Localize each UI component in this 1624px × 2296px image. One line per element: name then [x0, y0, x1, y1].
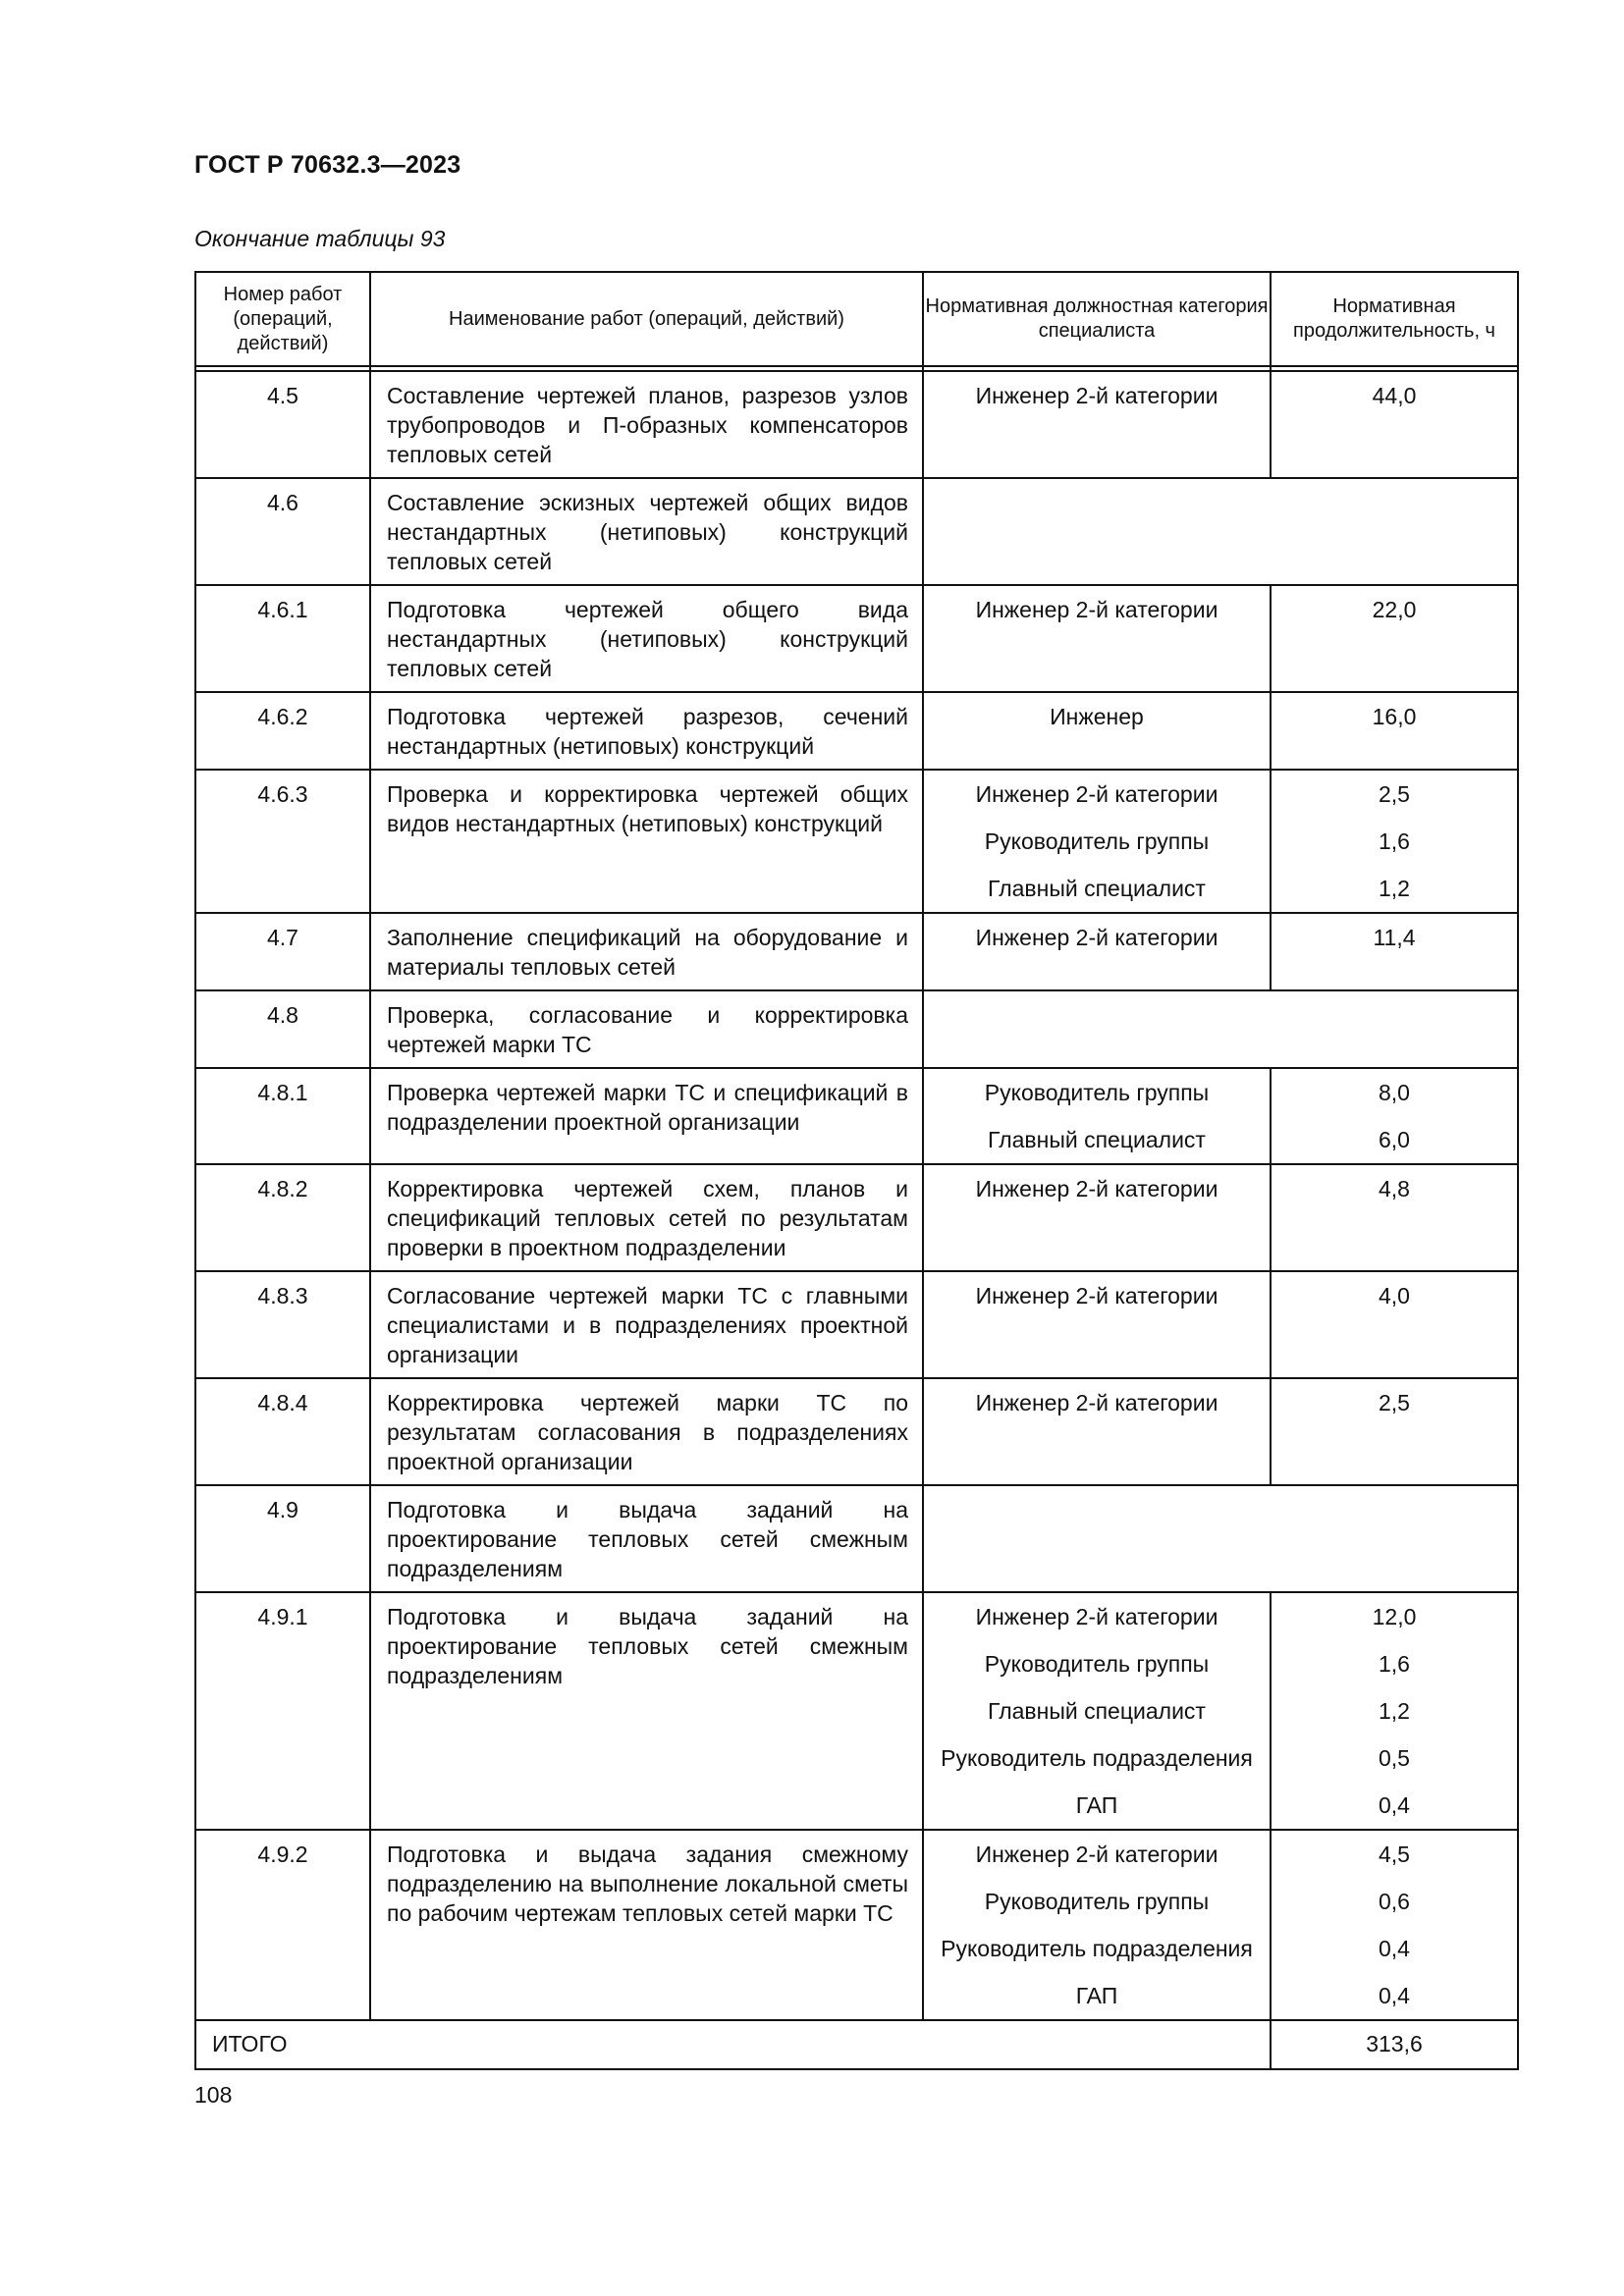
duration-value: 11,4 — [1373, 925, 1416, 950]
table-row — [195, 990, 1518, 1068]
specialist-category: Инженер 2-й категории — [975, 1842, 1218, 1867]
total-label: ИТОГО — [195, 2020, 1271, 2069]
table-row — [195, 913, 1518, 990]
duration-value: 16,0 — [1372, 704, 1417, 729]
duration-value: 0,5 — [1379, 1745, 1410, 1771]
work-number: 4.6 — [195, 478, 370, 585]
duration-cell — [1271, 1378, 1518, 1485]
work-number: 4.9 — [195, 1485, 370, 1592]
empty-category-cell — [923, 478, 1518, 585]
specialist-category: Главный специалист — [988, 876, 1206, 901]
work-name: Подготовка чертежей разрезов, сечений нестандартных (нетиповых) конструкций — [370, 692, 923, 770]
work-number: 4.5 — [195, 371, 370, 478]
category-cell — [923, 371, 1271, 478]
duration-value: 0,4 — [1379, 1792, 1410, 1818]
duration-cell — [1271, 692, 1518, 770]
category-cell — [923, 770, 1271, 913]
category-cell — [923, 1271, 1271, 1378]
duration-value: 0,4 — [1379, 1936, 1410, 1961]
work-name: Проверка и корректировка чертежей общих видов нестандартных (нетиповых) конструкций — [370, 770, 923, 913]
duration-cell — [1271, 913, 1518, 990]
category-cell — [923, 692, 1271, 770]
duration-value: 4,0 — [1379, 1283, 1410, 1308]
work-name: Проверка чертежей марки ТС и спецификаций в подразделении проектной организации — [370, 1068, 923, 1164]
duration-value: 1,2 — [1379, 1698, 1410, 1724]
specialist-category: Инженер 2-й категории — [975, 1390, 1218, 1415]
work-name: Согласование чертежей марки ТС с главными специалистами и в подразделениях проектной организации — [370, 1271, 923, 1378]
category-cell — [923, 1592, 1271, 1830]
specialist-category: Руководитель группы — [984, 1080, 1210, 1105]
duration-value: 1,6 — [1379, 1651, 1410, 1677]
duration-value: 0,6 — [1379, 1889, 1410, 1914]
duration-value: 2,5 — [1379, 1390, 1410, 1415]
specialist-category: Инженер 2-й категории — [975, 383, 1218, 408]
work-number: 4.9.2 — [195, 1830, 370, 2020]
category-cell — [923, 585, 1271, 692]
table-row — [195, 1592, 1518, 1830]
total-row — [195, 2020, 1518, 2069]
duration-value: 12,0 — [1372, 1604, 1417, 1629]
specialist-category: Руководитель подразделения — [941, 1745, 1253, 1771]
table-row — [195, 1068, 1518, 1164]
work-number: 4.8 — [195, 990, 370, 1068]
table-row — [195, 1378, 1518, 1485]
specialist-category: Инженер 2-й категории — [975, 781, 1218, 807]
duration-cell — [1271, 371, 1518, 478]
category-cell — [923, 1068, 1271, 1164]
work-name: Корректировка чертежей схем, планов и спецификаций тепловых сетей по результатам проверки в проектном подразделении — [370, 1164, 923, 1271]
specialist-category: Руководитель группы — [984, 1889, 1210, 1914]
work-number: 4.8.2 — [195, 1164, 370, 1271]
table-row — [195, 585, 1518, 692]
duration-value: 0,4 — [1379, 1983, 1410, 2008]
table-row — [195, 1830, 1518, 2020]
duration-cell — [1271, 585, 1518, 692]
duration-cell — [1271, 770, 1518, 913]
table-row — [195, 1485, 1518, 1592]
specialist-category: Руководитель группы — [984, 828, 1210, 854]
duration-cell — [1271, 1271, 1518, 1378]
duration-cell — [1271, 1830, 1518, 2020]
work-number: 4.8.1 — [195, 1068, 370, 1164]
specialist-category: Инженер 2-й категории — [975, 1283, 1218, 1308]
specialist-category: Инженер 2-й категории — [975, 1604, 1218, 1629]
specialist-category: Главный специалист — [988, 1127, 1206, 1152]
work-number: 4.6.3 — [195, 770, 370, 913]
work-number: 4.8.3 — [195, 1271, 370, 1378]
specialist-category: Инженер 2-й категории — [975, 597, 1218, 622]
column-header-category: Нормативная должностная категория специалиста — [923, 272, 1271, 366]
work-name: Корректировка чертежей марки ТС по результатам согласования в подразделениях проектной организации — [370, 1378, 923, 1485]
duration-cell — [1271, 1164, 1518, 1271]
duration-value: 1,2 — [1379, 876, 1410, 901]
total-value: 313,6 — [1271, 2020, 1518, 2069]
work-number: 4.6.1 — [195, 585, 370, 692]
category-cell — [923, 913, 1271, 990]
work-name: Подготовка чертежей общего вида нестандартных (нетиповых) конструкций тепловых сетей — [370, 585, 923, 692]
category-cell — [923, 1164, 1271, 1271]
specialist-category: Руководитель группы — [984, 1651, 1210, 1677]
table-row — [195, 692, 1518, 770]
specialist-category: Руководитель подразделения — [941, 1936, 1253, 1961]
work-name: Проверка, согласование и корректировка чертежей марки ТС — [370, 990, 923, 1068]
work-name: Подготовка и выдача заданий на проектирование тепловых сетей смежным подразделениям — [370, 1592, 923, 1830]
category-cell — [923, 1830, 1271, 2020]
table-body — [195, 371, 1518, 2020]
work-number: 4.8.4 — [195, 1378, 370, 1485]
work-name: Подготовка и выдача задания смежному подразделению на выполнение локальной сметы по рабочим чертежам тепловых сетей марки ТС — [370, 1830, 923, 2020]
work-name: Заполнение спецификаций на оборудование и материалы тепловых сетей — [370, 913, 923, 990]
category-cell — [923, 1378, 1271, 1485]
table-row — [195, 770, 1518, 913]
column-header-number: Номер работ (операций, действий) — [195, 272, 370, 366]
work-number: 4.6.2 — [195, 692, 370, 770]
specialist-category: Инженер 2-й категории — [975, 925, 1218, 950]
duration-cell — [1271, 1592, 1518, 1830]
specialist-category: Инженер 2-й категории — [975, 1176, 1218, 1201]
work-name: Составление чертежей планов, разрезов узлов трубопроводов и П-образных компенсаторов тепловых сетей — [370, 371, 923, 478]
empty-category-cell — [923, 990, 1518, 1068]
duration-value: 4,5 — [1379, 1842, 1410, 1867]
table-caption: Окончание таблицы 93 — [194, 226, 446, 251]
table-row — [195, 1271, 1518, 1378]
work-number: 4.9.1 — [195, 1592, 370, 1830]
duration-cell — [1271, 1068, 1518, 1164]
work-name: Составление эскизных чертежей общих видов нестандартных (нетиповых) конструкций тепловых сетей — [370, 478, 923, 585]
column-header-name: Наименование работ (операций, действий) — [370, 272, 923, 366]
specialist-category: ГАП — [1075, 1792, 1118, 1818]
duration-value: 44,0 — [1372, 383, 1417, 408]
duration-value: 8,0 — [1379, 1080, 1410, 1105]
duration-value: 6,0 — [1379, 1127, 1410, 1152]
table-row — [195, 1164, 1518, 1271]
norms-table — [194, 271, 1519, 2070]
table-row — [195, 371, 1518, 478]
specialist-category: Главный специалист — [988, 1698, 1206, 1724]
column-header-duration: Нормативная продолжительность, ч — [1271, 272, 1518, 366]
specialist-category: Инженер — [1050, 704, 1144, 729]
work-number: 4.7 — [195, 913, 370, 990]
page-number: 108 — [194, 2082, 233, 2108]
table-header-row — [195, 272, 1518, 366]
duration-value: 1,6 — [1379, 828, 1410, 854]
duration-value: 22,0 — [1372, 597, 1417, 622]
empty-category-cell — [923, 1485, 1518, 1592]
specialist-category: ГАП — [1075, 1983, 1118, 2008]
duration-value: 4,8 — [1379, 1176, 1410, 1201]
table-row — [195, 478, 1518, 585]
work-name: Подготовка и выдача заданий на проектирование тепловых сетей смежным подразделениям — [370, 1485, 923, 1592]
duration-value: 2,5 — [1379, 781, 1410, 807]
standard-title: ГОСТ Р 70632.3—2023 — [194, 151, 461, 179]
